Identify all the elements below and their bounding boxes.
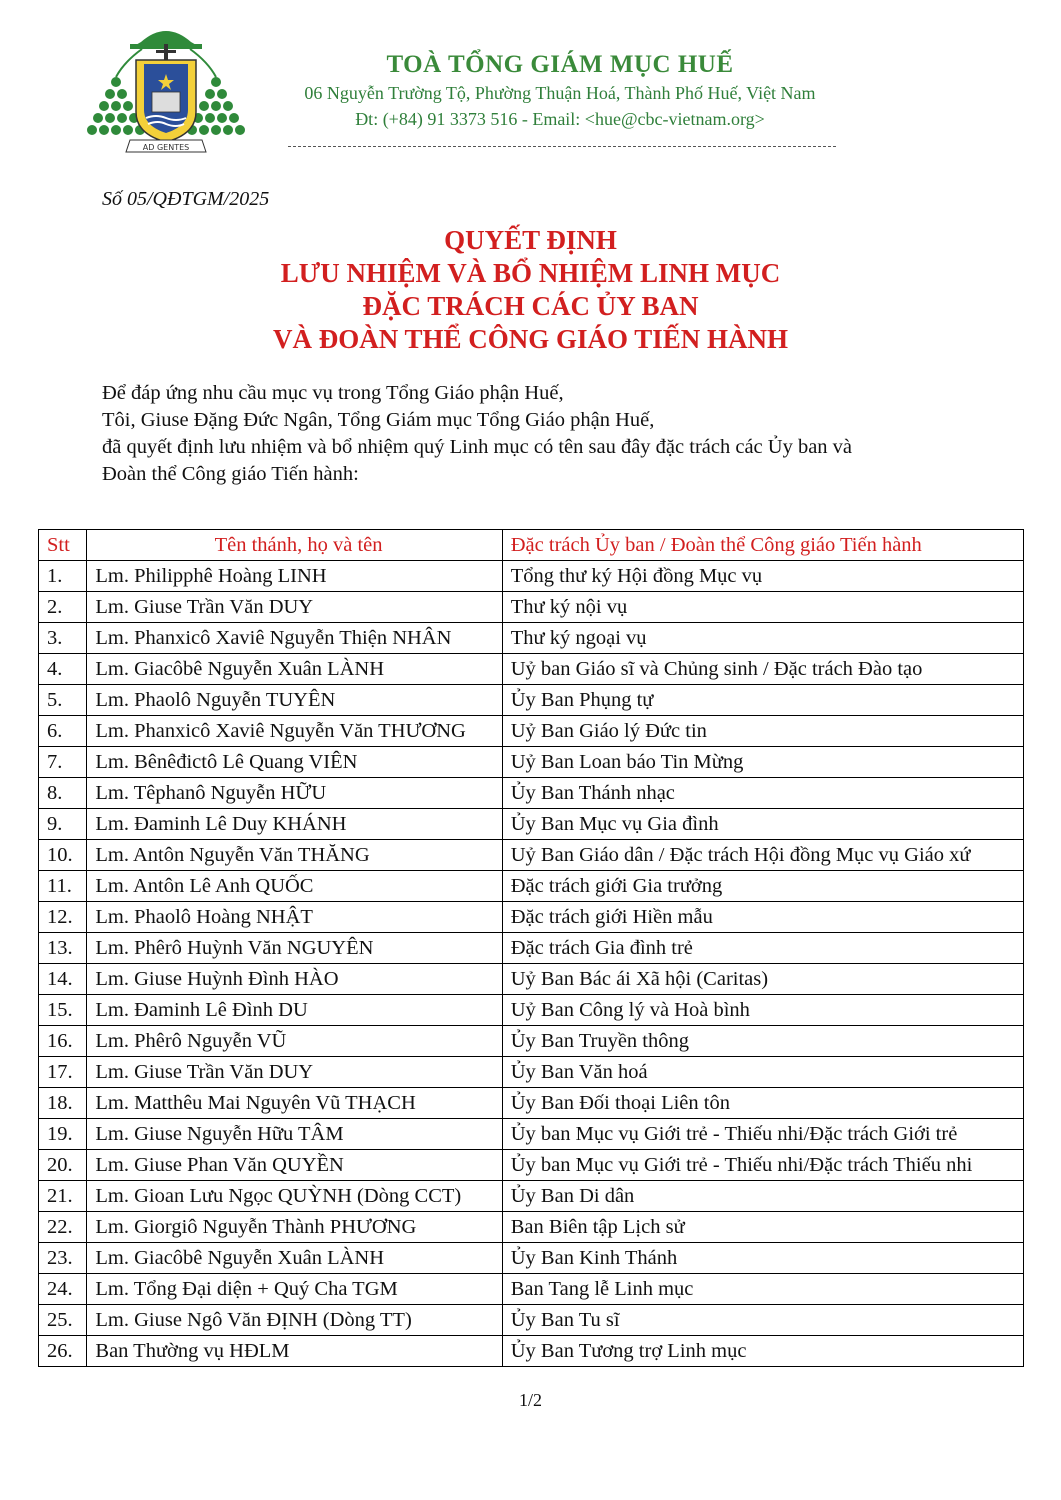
priest-name: Lm. Gioan Lưu Ngọc QUỲNH (Dòng CCT)	[87, 1181, 502, 1212]
organization-address: 06 Nguyễn Trường Tộ, Phường Thuận Hoá, Thành Phố Huế, Việt Nam	[304, 83, 816, 103]
row-number: 21.	[39, 1181, 87, 1212]
priest-name: Lm. Antôn Nguyễn Văn THĂNG	[87, 840, 502, 871]
table-row	[39, 716, 1024, 747]
assignment: Uỷ Ban Bác ái Xã hội (Caritas)	[502, 964, 1023, 995]
priest-name: Lm. Têphanô Nguyễn HỮU	[87, 778, 502, 809]
organization-contact: Đt: (+84) 91 3373 516 - Email: <hue@cbc-vietnam.org>	[355, 109, 765, 129]
table-row	[39, 592, 1024, 623]
row-number: 19.	[39, 1119, 87, 1150]
table-row	[39, 1243, 1024, 1274]
table-row	[39, 871, 1024, 902]
priest-name: Lm. Philipphê Hoàng LINH	[87, 561, 502, 592]
intro-line: đã quyết định lưu nhiệm và bổ nhiệm quý Linh mục có tên sau đây đặc trách các Ủy ban và	[102, 436, 853, 458]
assignment: Uỷ ban Giáo sĩ và Chủng sinh / Đặc trách Đào tạo	[502, 654, 1023, 685]
priest-name: Lm. Giuse Nguyễn Hữu TÂM	[87, 1119, 502, 1150]
row-number: 15.	[39, 995, 87, 1026]
title-line: LƯU NHIỆM VÀ BỔ NHIỆM LINH MỤC	[280, 258, 781, 288]
row-number: 26.	[39, 1336, 87, 1367]
row-number: 18.	[39, 1088, 87, 1119]
assignment: Ủy Ban Tương trợ Linh mục	[502, 1336, 1023, 1367]
row-number: 12.	[39, 902, 87, 933]
priest-name: Lm. Tổng Đại diện + Quý Cha TGM	[87, 1274, 502, 1305]
assignment: Ủy Ban Kinh Thánh	[502, 1243, 1023, 1274]
row-number: 2.	[39, 592, 87, 623]
table-row	[39, 654, 1024, 685]
row-number: 17.	[39, 1057, 87, 1088]
table-row	[39, 1305, 1024, 1336]
priest-name: Lm. Phêrô Nguyễn VŨ	[87, 1026, 502, 1057]
intro-line: Đoàn thể Công giáo Tiến hành:	[102, 463, 359, 485]
priest-name: Lm. Giacôbê Nguyễn Xuân LÀNH	[87, 654, 502, 685]
assignment: Ban Biên tập Lịch sử	[502, 1212, 1023, 1243]
assignment: Uỷ Ban Loan báo Tin Mừng	[502, 747, 1023, 778]
assignment: Ủy Ban Đối thoại Liên tôn	[502, 1088, 1023, 1119]
appointment-table	[38, 529, 1024, 1367]
assignment: Ủy Ban Thánh nhạc	[502, 778, 1023, 809]
priest-name: Lm. Giacôbê Nguyễn Xuân LÀNH	[87, 1243, 502, 1274]
table-row	[39, 623, 1024, 654]
priest-name: Lm. Giorgiô Nguyễn Thành PHƯƠNG	[87, 1212, 502, 1243]
priest-name: Lm. Giuse Phan Văn QUYỀN	[87, 1150, 502, 1181]
assignment: Tổng thư ký Hội đồng Mục vụ	[502, 561, 1023, 592]
assignment: Ban Tang lễ Linh mục	[502, 1274, 1023, 1305]
assignment: Thư ký ngoại vụ	[502, 623, 1023, 654]
coat-of-arms-logo	[86, 22, 246, 162]
row-number: 16.	[39, 1026, 87, 1057]
row-number: 23.	[39, 1243, 87, 1274]
intro-line: Tôi, Giuse Đặng Đức Ngân, Tổng Giám mục Tổng Giáo phận Huế,	[102, 409, 655, 431]
row-number: 20.	[39, 1150, 87, 1181]
assignment: Đặc trách Gia đình trẻ	[502, 933, 1023, 964]
table-row	[39, 778, 1024, 809]
table-row	[39, 902, 1024, 933]
assignment: Ủy Ban Truyền thông	[502, 1026, 1023, 1057]
title-line: VÀ ĐOÀN THỂ CÔNG GIÁO TIẾN HÀNH	[272, 324, 789, 354]
priest-name: Lm. Giuse Trần Văn DUY	[87, 592, 502, 623]
table-row	[39, 964, 1024, 995]
assignment: Uỷ Ban Công lý và Hoà bình	[502, 995, 1023, 1026]
priest-name: Lm. Đaminh Lê Duy KHÁNH	[87, 809, 502, 840]
table-row	[39, 561, 1024, 592]
priest-name: Lm. Đaminh Lê Đình DU	[87, 995, 502, 1026]
row-number: 11.	[39, 871, 87, 902]
table-row	[39, 747, 1024, 778]
table-row	[39, 1336, 1024, 1367]
assignment: Ủy Ban Mục vụ Gia đình	[502, 809, 1023, 840]
title-line: ĐẶC TRÁCH CÁC ỦY BAN	[362, 291, 699, 321]
table-row	[39, 1057, 1024, 1088]
row-number: 4.	[39, 654, 87, 685]
assignment: Ủy Ban Phụng tự	[502, 685, 1023, 716]
priest-name: Lm. Phaolô Hoàng NHẬT	[87, 902, 502, 933]
page-number: 1/2	[518, 1390, 542, 1410]
table-row	[39, 840, 1024, 871]
row-number: 22.	[39, 1212, 87, 1243]
intro-line: Để đáp ứng nhu cầu mục vụ trong Tổng Giáo phận Huế,	[102, 382, 564, 404]
row-number: 9.	[39, 809, 87, 840]
header-name: Tên thánh, họ và tên	[87, 530, 502, 561]
intro-paragraph	[102, 380, 982, 488]
row-number: 24.	[39, 1274, 87, 1305]
organization-name: TOÀ TỔNG GIÁM MỤC HUẾ	[386, 51, 734, 78]
table-row	[39, 1181, 1024, 1212]
priest-name: Lm. Bênêđictô Lê Quang VIÊN	[87, 747, 502, 778]
assignment: Ủy ban Mục vụ Giới trẻ - Thiếu nhi/Đặc trách Giới trẻ	[502, 1119, 1023, 1150]
motto-text: AD GENTES	[142, 143, 190, 152]
table-row	[39, 933, 1024, 964]
priest-name: Lm. Giuse Trần Văn DUY	[87, 1057, 502, 1088]
row-number: 25.	[39, 1305, 87, 1336]
table-body	[39, 561, 1024, 1367]
header-assignment: Đặc trách Ủy ban / Đoàn thể Công giáo Tiến hành	[502, 530, 1023, 561]
assignment: Ủy Ban Di dân	[502, 1181, 1023, 1212]
row-number: 1.	[39, 561, 87, 592]
document-title	[0, 224, 1061, 356]
row-number: 5.	[39, 685, 87, 716]
assignment: Đặc trách giới Hiền mẫu	[502, 902, 1023, 933]
table-row	[39, 1212, 1024, 1243]
priest-name: Lm. Matthêu Mai Nguyên Vũ THẠCH	[87, 1088, 502, 1119]
table-row	[39, 809, 1024, 840]
assignment: Đặc trách giới Gia trưởng	[502, 871, 1023, 902]
assignment: Uỷ Ban Giáo dân / Đặc trách Hội đồng Mục vụ Giáo xứ	[502, 840, 1023, 871]
letterhead-divider	[288, 146, 836, 147]
letterhead	[280, 50, 840, 132]
row-number: 7.	[39, 747, 87, 778]
assignment: Ủy Ban Tu sĩ	[502, 1305, 1023, 1336]
row-number: 13.	[39, 933, 87, 964]
table-row	[39, 1274, 1024, 1305]
assignment: Uỷ Ban Giáo lý Đức tin	[502, 716, 1023, 747]
priest-name: Ban Thường vụ HĐLM	[87, 1336, 502, 1367]
priest-name: Lm. Antôn Lê Anh QUỐC	[87, 871, 502, 902]
table-row	[39, 995, 1024, 1026]
table-row	[39, 1088, 1024, 1119]
document-number: Số 05/QĐTGM/2025	[102, 188, 270, 210]
title-line: QUYẾT ĐỊNH	[444, 225, 617, 255]
row-number: 14.	[39, 964, 87, 995]
table-row	[39, 1026, 1024, 1057]
priest-name: Lm. Phanxicô Xaviê Nguyễn Thiện NHÂN	[87, 623, 502, 654]
priest-name: Lm. Phaolô Nguyễn TUYÊN	[87, 685, 502, 716]
table-row	[39, 685, 1024, 716]
row-number: 10.	[39, 840, 87, 871]
table-header-row	[39, 530, 1024, 561]
row-number: 3.	[39, 623, 87, 654]
priest-name: Lm. Phanxicô Xaviê Nguyễn Văn THƯƠNG	[87, 716, 502, 747]
table-row	[39, 1119, 1024, 1150]
assignment: Thư ký nội vụ	[502, 592, 1023, 623]
priest-name: Lm. Giuse Ngô Văn ĐỊNH (Dòng TT)	[87, 1305, 502, 1336]
assignment: Ủy Ban Văn hoá	[502, 1057, 1023, 1088]
assignment: Ủy ban Mục vụ Giới trẻ - Thiếu nhi/Đặc trách Thiếu nhi	[502, 1150, 1023, 1181]
row-number: 8.	[39, 778, 87, 809]
table-row	[39, 1150, 1024, 1181]
header-stt: Stt	[39, 530, 87, 561]
row-number: 6.	[39, 716, 87, 747]
priest-name: Lm. Phêrô Huỳnh Văn NGUYÊN	[87, 933, 502, 964]
priest-name: Lm. Giuse Huỳnh Đình HÀO	[87, 964, 502, 995]
